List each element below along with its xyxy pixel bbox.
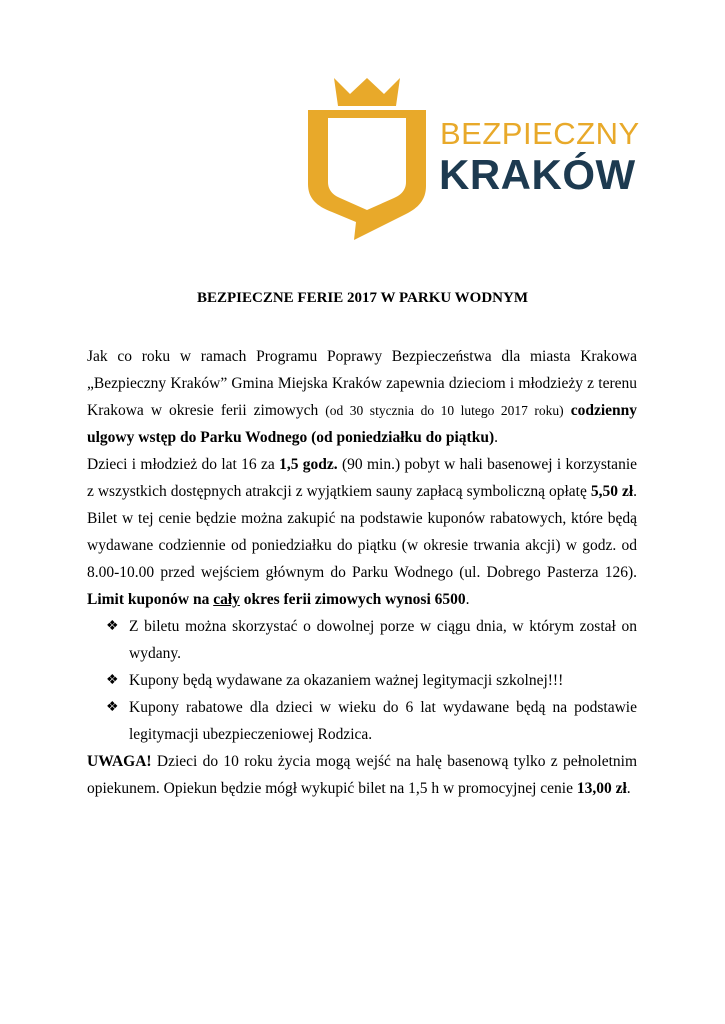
bullet-text: Kupony rabatowe dla dzieci w wieku do 6 lat wydawane będą na podstawie legitymacji ubezpieczeniowej Rodzica. bbox=[129, 699, 637, 743]
intro-highlight: codzienny ulgowy wstęp do Parku Wodnego (od poniedziałku do piątku) bbox=[87, 402, 637, 446]
list-item bbox=[106, 694, 637, 748]
warning-text: Dzieci do 10 roku życia mogą wejść na halę basenową tylko z pełnoletnim opiekunem. Opiekun będzie mógł wykupić bilet na 1,5 h w promocyjnej cenie bbox=[87, 753, 637, 797]
limit-text-a: Limit kuponów na bbox=[87, 591, 214, 608]
logo-word-krakow: KRAKÓW bbox=[439, 151, 636, 198]
intro-dates: (od 30 stycznia do 10 lutego 2017 roku) bbox=[325, 403, 564, 418]
warning-end: . bbox=[626, 780, 631, 797]
pricing-price: 5,50 zł bbox=[590, 483, 634, 500]
pricing-text-c: (90 min.) pobyt w hali basenowej i korzystanie z wszystkich dostępnych atrakcji z wyjątkiem sauny zapłacą symboliczną opłatę bbox=[87, 456, 637, 500]
list-item bbox=[106, 667, 637, 694]
limit-underlined: cały bbox=[213, 591, 240, 608]
pricing-text-a: Dzieci i młodzież do lat 16 za bbox=[87, 456, 280, 473]
shield-crown-icon bbox=[302, 78, 432, 240]
crown-shape bbox=[334, 78, 400, 106]
shield-inner bbox=[328, 118, 406, 210]
document-title: BEZPIECZNE FERIE 2017 W PARKU WODNYM bbox=[196, 290, 528, 306]
guardian-price: 13,00 zł bbox=[576, 780, 627, 797]
bezpieczny-krakow-logo bbox=[302, 78, 647, 240]
intro-end: . bbox=[494, 429, 498, 446]
paragraph-warning bbox=[87, 748, 637, 802]
logo-word-bezpieczny: BEZPIECZNY bbox=[440, 116, 640, 151]
diamond-bullet-icon: ❖ bbox=[106, 619, 119, 634]
warning-label: UWAGA! bbox=[87, 753, 152, 770]
bullet-text: Z biletu można skorzystać o dowolnej porze w ciągu dnia, w którym został on wydany. bbox=[129, 618, 637, 662]
pricing-end: . bbox=[465, 591, 470, 608]
intro-text: Jak co roku w ramach Programu Poprawy Bezpieczeństwa dla miasta Krakowa „Bezpieczny Kraków” Gmina Miejska Kraków zapewnia dzieciom i młodzieży z terenu Krakowa w okresie ferii zimowych bbox=[87, 348, 637, 419]
pricing-limit bbox=[87, 591, 466, 608]
limit-text-b: okres ferii zimowych wynosi 6500 bbox=[239, 591, 466, 608]
bullet-text: Kupony będą wydawane za okazaniem ważnej legitymacji szkolnej!!! bbox=[129, 672, 564, 689]
list-item bbox=[106, 613, 637, 667]
pricing-duration: 1,5 godz. bbox=[279, 456, 338, 473]
document-body bbox=[87, 343, 637, 802]
pricing-text-e: . Bilet w tej cenie będzie można zakupić na podstawie kuponów rabatowych, które będą wydawane codziennie od poniedziałku do piątku (w okresie trwania akcji) w godz. od 8.00-10.00 przed wejściem głównym do Parku Wodnego (ul. Dobrego Pasterza 126). bbox=[87, 483, 637, 581]
paragraph-pricing bbox=[87, 451, 637, 613]
diamond-bullet-icon: ❖ bbox=[106, 700, 119, 715]
diamond-bullet-icon: ❖ bbox=[106, 673, 119, 688]
paragraph-intro bbox=[87, 343, 637, 451]
bullet-list bbox=[87, 613, 637, 748]
